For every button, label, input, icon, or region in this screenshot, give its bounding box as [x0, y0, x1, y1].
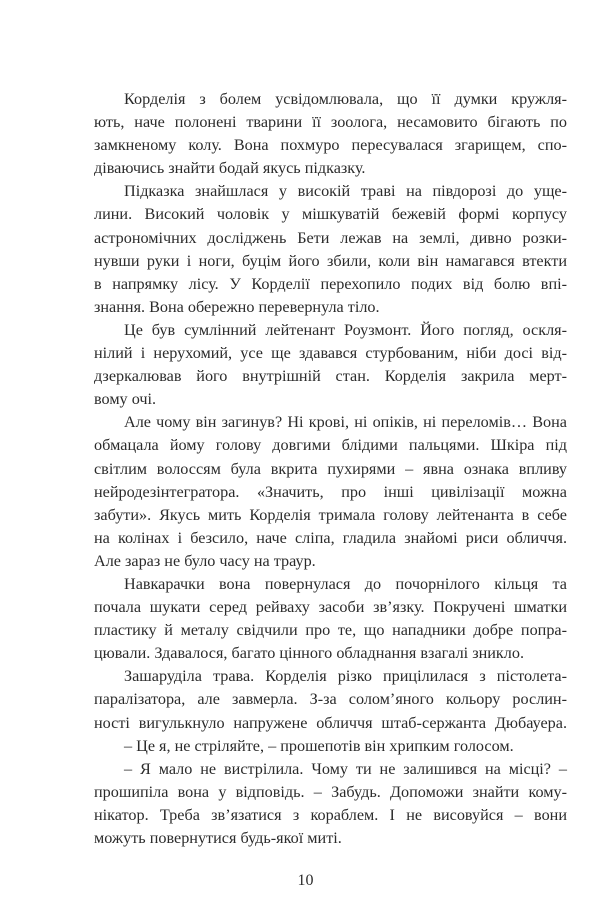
text-line: Корделія з болем усвідомлювала, що її думки кружля-: [124, 90, 567, 108]
text-line: прошипіла вона у відповідь. – Забудь. Допоможи знайти кому-: [94, 782, 567, 801]
text-line: лини. Високий чоловік у мішкуватій бежевій формі корпусу: [94, 205, 567, 224]
text-line: нувши руки і ноги, буцім його збили, коли він намагався втекти: [94, 251, 567, 270]
text-line: нейродезінтегратора. «Значить, про інші цивілізації можна: [94, 482, 567, 501]
page-body: [94, 88, 567, 850]
text-line: нілий і нерухомий, усе ще здавався стурбованим, ніби досі від-: [94, 344, 567, 363]
text-line: обмацала йому голову довгими блідими пальцями. Шкіра під: [94, 436, 567, 455]
text-line: вому очі.: [94, 390, 157, 409]
text-line: Підказка знайшлася у високій траві на півдорозі до уще-: [124, 182, 567, 201]
text-line: Навкарачки вона повернулася до почорнілого кільця та: [124, 574, 567, 593]
text-line: почала шукати серед рейваху засоби зв’язку. Покручені шматки: [94, 598, 567, 617]
text-line: Але чому він загинув? Ні крові, ні опіків, ні переломів… Вона: [124, 413, 567, 432]
text-line: нікатор. Треба зв’язатися з кораблем. І не висовуйся – вони: [94, 805, 567, 824]
text-line: пластику й металу свідчили про те, що нападники добре попра-: [94, 621, 567, 640]
page-number: 10: [297, 872, 314, 889]
text-line: паралізатора, але завмерла. З-за солом’яного кольору рослин-: [94, 690, 567, 709]
text-line: забути». Якусь мить Корделія тримала голову лейтенанта в себе: [94, 505, 567, 524]
text-line: дзеркалював його внутрішній стан. Корделія закрила мерт-: [94, 367, 567, 386]
text-line: світлим волоссям була вкрита пухирями – явна ознака впливу: [94, 459, 567, 478]
text-line: замкненому колу. Вона похмуро пересувалася згарищем, спо-: [94, 136, 567, 155]
text-line: діваючись знайти бодай якусь підказку.: [94, 159, 366, 178]
text-line: – Я мало не вистрілила. Чому ти не залишився на місці? –: [124, 759, 567, 778]
text-line: ності вигулькнуло напружене обличчя штаб-сержанта Дюбауера.: [94, 713, 567, 732]
text-line: Але зараз не було часу на траур.: [94, 551, 316, 570]
text-line: на колінах і безсило, наче сліпа, гладила знайомі риси обличчя.: [94, 528, 567, 547]
text-line: Зашаруділа трава. Корделія різко прицілилася з пістолета-: [124, 667, 567, 686]
text-line: знання. Вона обережно перевернула тіло.: [94, 297, 380, 316]
text-line: в напрямку лісу. У Корделії перехопило подих від болю впі-: [94, 274, 567, 293]
text-line: ють, наче полонені тварини її зоолога, несамовито бігають по: [94, 113, 567, 132]
text-line: – Це я, не стріляйте, – прошепотів він хрипким голосом.: [124, 736, 514, 755]
text-line: цювали. Здавалося, багато цінного обладнання взагалі зникло.: [94, 644, 525, 663]
text-line: астрономічних досліджень Бети лежав на землі, дивно розки-: [94, 228, 567, 247]
text-line: можуть повернутися будь-якої миті.: [94, 829, 342, 847]
text-line: Це був сумлінний лейтенант Роузмонт. Його погляд, оскля-: [124, 320, 567, 339]
